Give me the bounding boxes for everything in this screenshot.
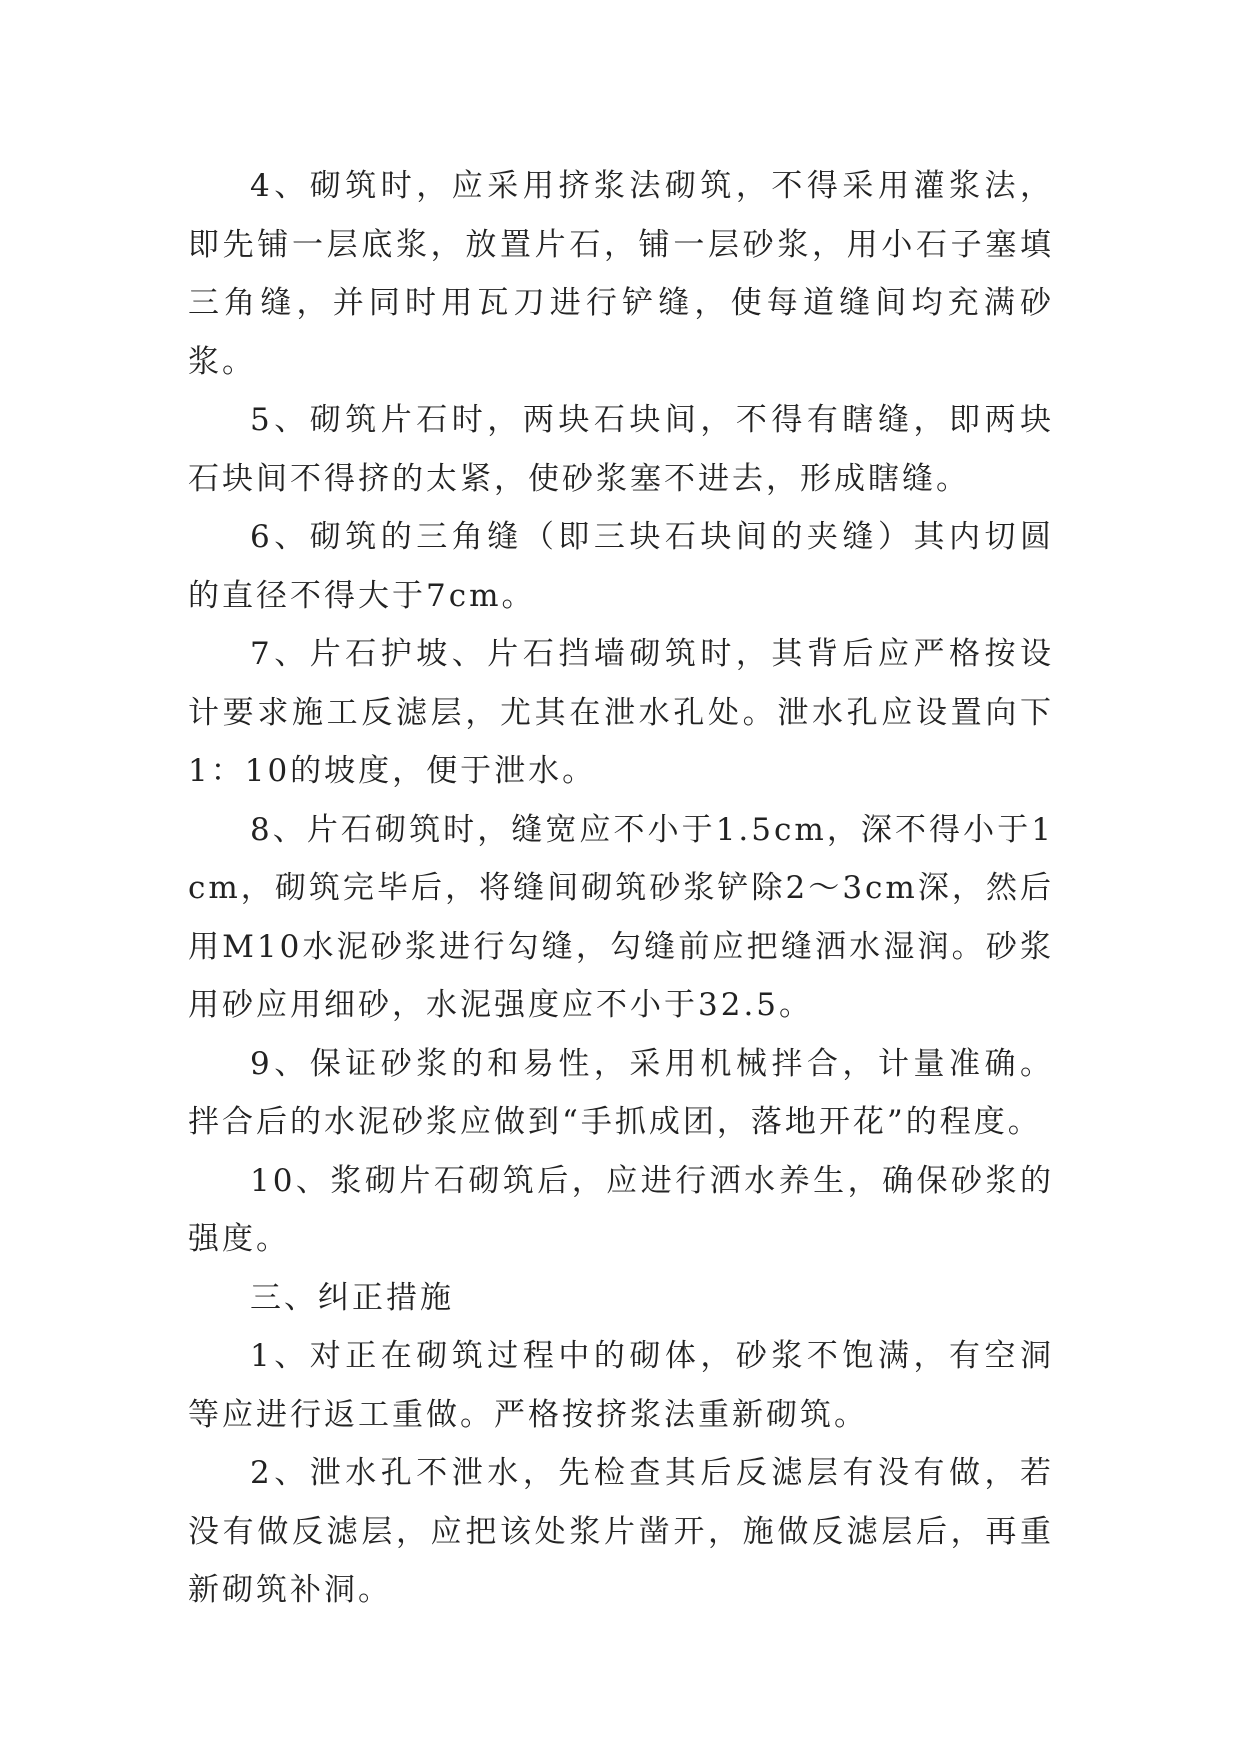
- paragraph-item-5: 5、砌筑片石时，两块石块间，不得有瞎缝，即两块石块间不得挤的太紧，使砂浆塞不进去，形成瞎缝。: [188, 402, 1054, 497]
- paragraph-corrective-1: 1、对正在砌筑过程中的砌体，砂浆不饱满，有空洞等应进行返工重做。严格按挤浆法重新砌筑。: [188, 1338, 1054, 1433]
- document-body: [188, 157, 1054, 1620]
- paragraph-item-10: 10、浆砌片石砌筑后，应进行洒水养生，确保砂浆的强度。: [188, 1162, 1054, 1257]
- paragraph-item-7: 7、片石护坡、片石挡墙砌筑时，其背后应严格按设计要求施工反滤层，尤其在泄水孔处。泄水孔应设置向下1：10的坡度，便于泄水。: [188, 636, 1054, 789]
- paragraph-corrective-2: 2、泄水孔不泄水，先检查其后反滤层有没有做，若没有做反滤层，应把该处浆片凿开，施做反滤层后，再重新砌筑补洞。: [188, 1455, 1054, 1608]
- paragraph-item-4: 4、砌筑时，应采用挤浆法砌筑，不得采用灌浆法，即先铺一层底浆，放置片石，铺一层砂浆，用小石子塞填三角缝，并同时用瓦刀进行铲缝，使每道缝间均充满砂浆。: [188, 168, 1054, 380]
- paragraph-item-6: 6、砌筑的三角缝（即三块石块间的夹缝）其内切圆的直径不得大于7cm。: [188, 519, 1054, 614]
- paragraph-item-8: 8、片石砌筑时，缝宽应不小于1.5cm，深不得小于1cm，砌筑完毕后，将缝间砌筑砂浆铲除2～3cm深，然后用M10水泥砂浆进行勾缝，勾缝前应把缝洒水湿润。砂浆用砂应用细砂，水泥强度应不小于32.5。: [188, 811, 1054, 1023]
- paragraph-item-9: 9、保证砂浆的和易性，采用机械拌合，计量准确。拌合后的水泥砂浆应做到“手抓成团，落地开花”的程度。: [188, 1045, 1054, 1140]
- section-heading-corrective-measures: 三、纠正措施: [250, 1279, 454, 1316]
